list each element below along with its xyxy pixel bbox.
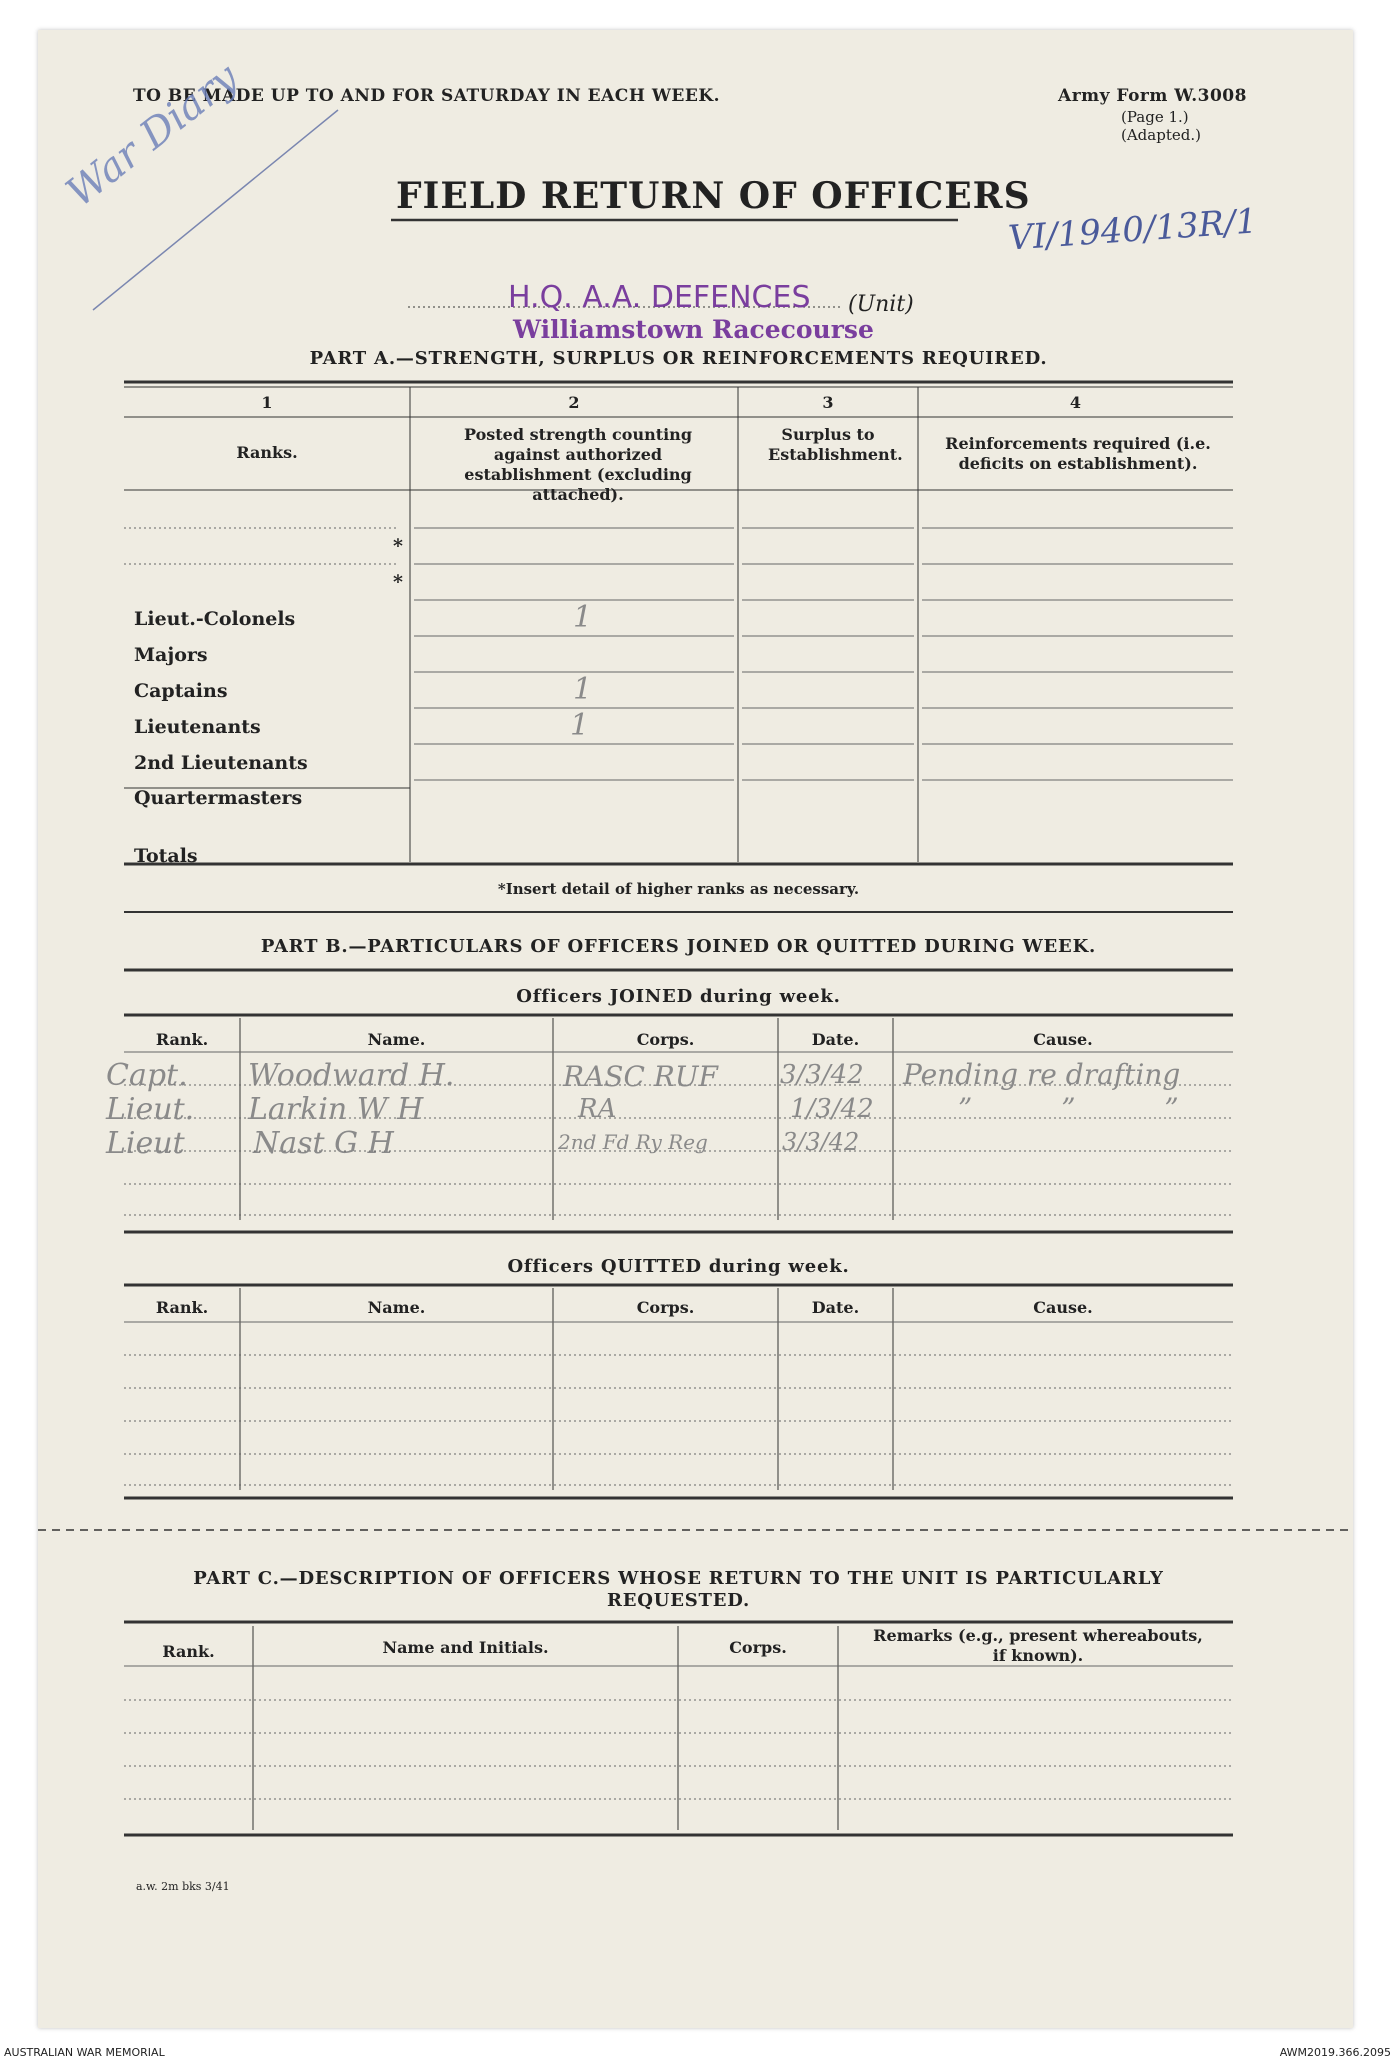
- unit-label: (Unit): [848, 292, 914, 317]
- quitted-col-corps: Corps.: [636, 1298, 695, 1317]
- rank-majors: Majors: [134, 644, 208, 666]
- quitted-col-cause: Cause.: [1033, 1298, 1093, 1317]
- quitted-col-rank: Rank.: [155, 1298, 209, 1317]
- col-header-posted-strength: Posted strength counting against authorized establishment (excluding attached).: [464, 425, 692, 504]
- joined-col-corps: Corps.: [636, 1030, 695, 1049]
- part-c-heading-line1: PART C.—DESCRIPTION OF OFFICERS WHOSE RETURN TO THE UNIT IS PARTICULARLY: [193, 1568, 1164, 1589]
- unit-stamp-line1: H.Q. A.A. DEFENCES: [508, 280, 811, 315]
- part-a-heading: PART A.—STRENGTH, SURPLUS OR REINFORCEMENTS REQUIRED.: [309, 348, 1048, 369]
- rank-2nd-lieutenants: 2nd Lieutenants: [134, 752, 308, 774]
- part-c-col-rank: Rank.: [162, 1642, 215, 1661]
- joined-row-1-rank: Capt.: [106, 1058, 188, 1093]
- star-marker-1: *: [393, 535, 403, 557]
- rank-lieutenants: Lieutenants: [134, 716, 261, 738]
- rank-totals: Totals: [134, 845, 198, 867]
- strength-lieutenants: 1: [570, 708, 590, 743]
- joined-row-3-date: 3/3/42: [782, 1128, 860, 1156]
- joined-col-date: Date.: [811, 1030, 860, 1049]
- form-page: (Page 1.): [1121, 108, 1189, 126]
- part-a-footnote: *Insert detail of higher ranks as necessary.: [497, 880, 860, 898]
- joined-row-2-date: 1/3/42: [790, 1094, 874, 1124]
- part-c-col-name: Name and Initials.: [382, 1638, 549, 1657]
- joined-row-2-cause: ” ” ”: [958, 1092, 1219, 1125]
- printer-code: a.w. 2m bks 3/41: [136, 1880, 230, 1893]
- joined-row-3-rank: Lieut: [106, 1126, 185, 1161]
- footer-left: AUSTRALIAN WAR MEMORIAL: [4, 2046, 165, 2059]
- form-number: Army Form W.3008: [1058, 86, 1247, 106]
- reference-annotation: VI/1940/13R/1: [1006, 201, 1259, 259]
- rank-captains: Captains: [134, 680, 228, 702]
- part-c-col-remarks: Remarks (e.g., present whereabouts, if known).: [873, 1626, 1203, 1665]
- part-c-heading-line2: REQUESTED.: [606, 1590, 751, 1611]
- joined-row-2-rank: Lieut.: [106, 1092, 195, 1127]
- joined-row-1-date: 3/3/42: [780, 1060, 864, 1090]
- col-header-surplus: Surplus to Establishment.: [768, 425, 903, 464]
- part-c-col-corps: Corps.: [729, 1638, 787, 1657]
- war-diary-annotation: War Diary: [58, 54, 247, 217]
- quitted-heading: Officers QUITTED during week.: [507, 1256, 850, 1277]
- rank-lieut-colonels: Lieut.-Colonels: [134, 608, 296, 630]
- col-number-2: 2: [568, 393, 580, 412]
- col-header-ranks: Ranks.: [236, 443, 298, 462]
- col-header-reinforcements: Reinforcements required (i.e. deficits on establishment).: [945, 434, 1211, 473]
- joined-row-2-name: Larkin W H: [248, 1092, 424, 1127]
- joined-col-rank: Rank.: [155, 1030, 209, 1049]
- footer-right: AWM2019.366.2095: [1279, 2046, 1391, 2059]
- quitted-col-name: Name.: [367, 1298, 426, 1317]
- col-number-4: 4: [1069, 393, 1082, 412]
- form-paper: [38, 30, 1353, 2028]
- form-adapted: (Adapted.): [1121, 126, 1201, 144]
- strength-lieut-colonels: 1: [573, 600, 593, 635]
- joined-col-cause: Cause.: [1033, 1030, 1093, 1049]
- part-b-heading: PART B.—PARTICULARS OF OFFICERS JOINED OR QUITTED DURING WEEK.: [260, 936, 1097, 957]
- rank-quartermasters: Quartermasters: [134, 787, 303, 809]
- header-instruction: TO BE MADE UP TO AND FOR SATURDAY IN EACH WEEK.: [133, 86, 721, 106]
- joined-row-1-cause: Pending re drafting: [903, 1058, 1181, 1091]
- strength-captains: 1: [573, 672, 593, 707]
- star-marker-2: *: [393, 571, 403, 593]
- joined-row-2-corps: RA: [578, 1094, 617, 1124]
- joined-row-1-corps: RASC RUF: [563, 1060, 718, 1093]
- col-number-1: 1: [261, 393, 273, 412]
- joined-col-name: Name.: [367, 1030, 426, 1049]
- joined-heading: Officers JOINED during week.: [516, 986, 841, 1007]
- page-title: FIELD RETURN OF OFFICERS: [396, 175, 1031, 217]
- joined-row-3-name: Nast G H: [253, 1126, 394, 1161]
- col-number-3: 3: [822, 393, 834, 412]
- joined-row-1-name: Woodward H.: [248, 1058, 455, 1093]
- unit-stamp-line2: Williamstown Racecourse: [513, 315, 874, 344]
- joined-row-3-corps: 2nd Fd Ry Reg: [558, 1130, 708, 1154]
- quitted-col-date: Date.: [811, 1298, 860, 1317]
